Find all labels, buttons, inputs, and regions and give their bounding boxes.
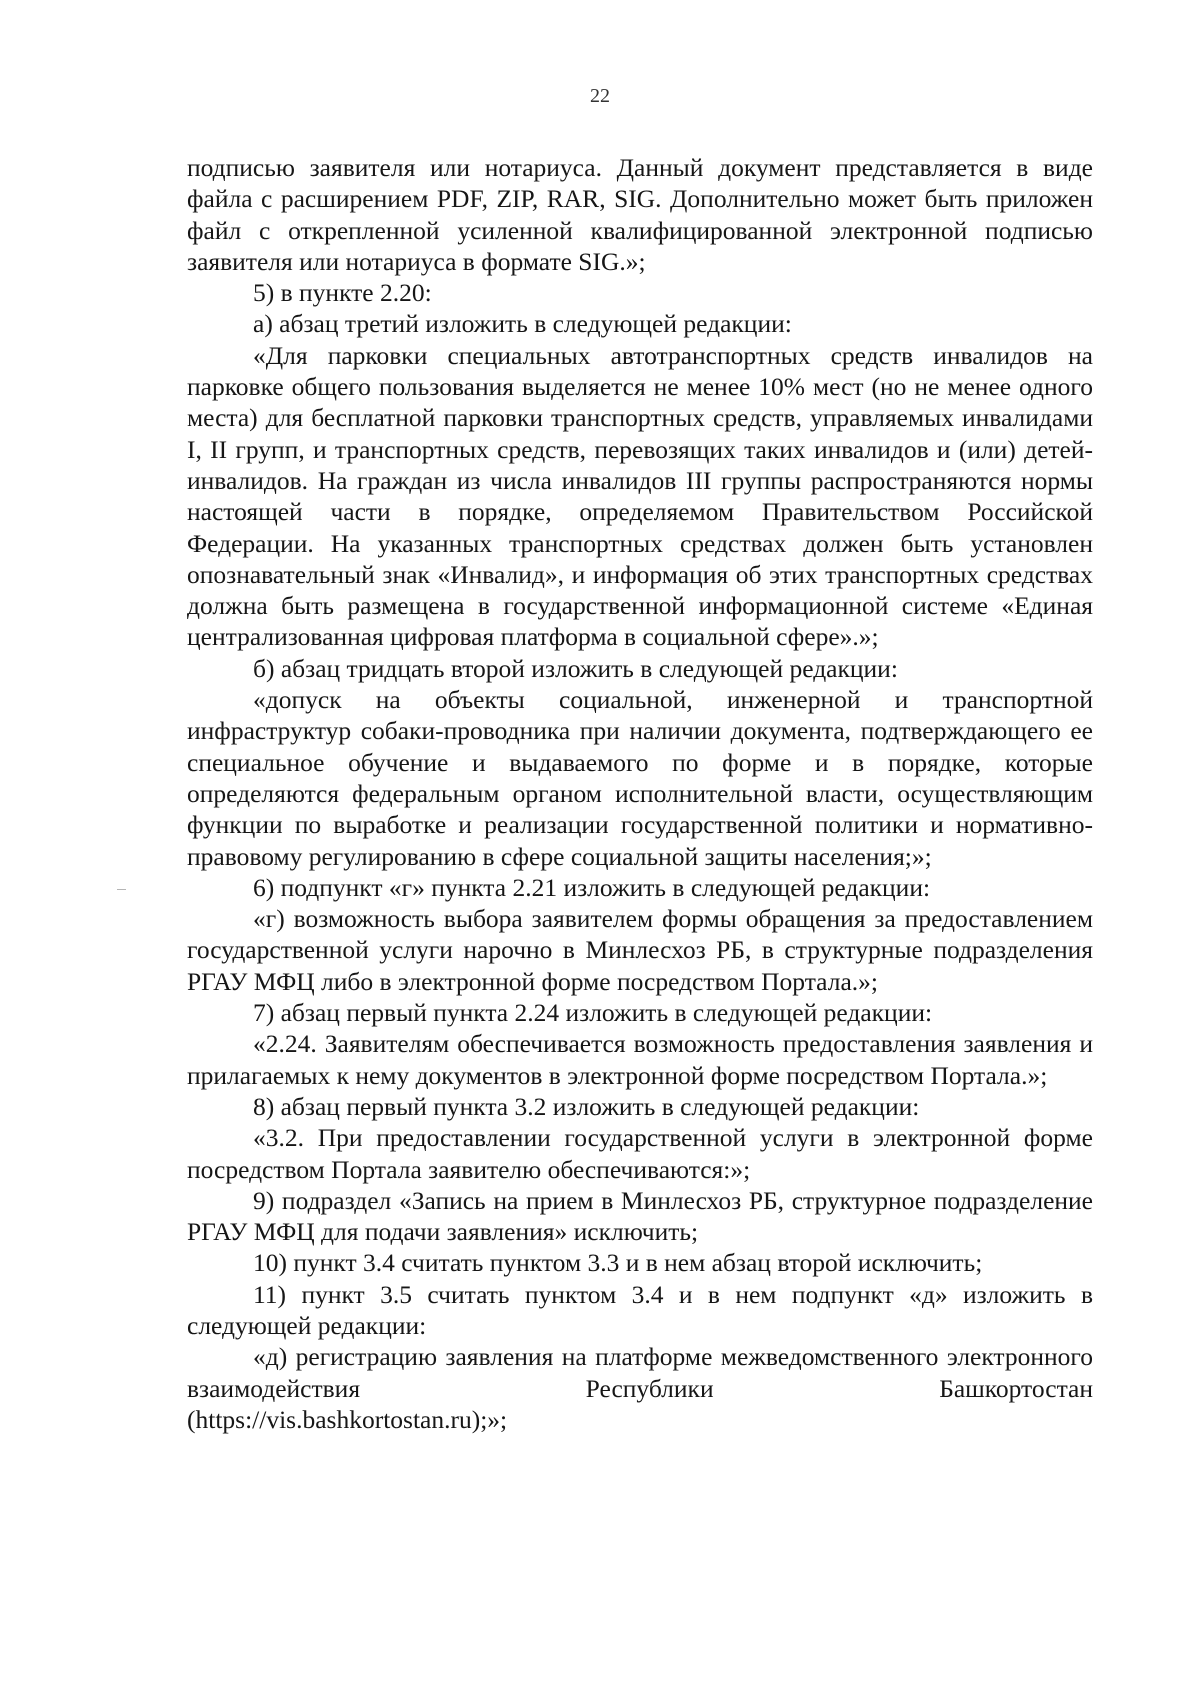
paragraph-item-9: 9) подраздел «Запись на прием в Минлесхоз РБ, структурное подразделение РГАУ МФЦ для подачи заявления» исключить; [187, 1185, 1093, 1247]
paragraph-item-6: 6) подпункт «г» пункта 2.21 изложить в следующей редакции: [253, 872, 931, 902]
paragraph-item-5: 5) в пункте 2.20: [253, 278, 432, 308]
paragraph-quote-subitem-d: «д) регистрацию заявления на платформе межведомственного электронного взаимодействия Республики Башкортостан [187, 1342, 1093, 1403]
paragraph-item-5b: б) абзац тридцать второй изложить в следующей редакции: [253, 653, 898, 683]
page-number: 22 [590, 85, 610, 107]
paragraph-item-11: 11) пункт 3.5 считать пунктом 3.4 и в нем подпункт «д» изложить в следующей редакции: [187, 1279, 1093, 1340]
paragraph-quote-3-2: «3.2. При предоставлении государственной услуги в электронной форме посредством Портала заявителю обеспечиваются:»; [187, 1123, 1093, 1184]
paragraph-quote-subitem-g: «г) возможность выбора заявителем формы обращения за предоставлением государственной услуги нарочно в Минлесхоз РБ, в структурные подразделения РГАУ МФЦ либо в электронной форме посредством Портала.»; [187, 904, 1093, 996]
paragraph-quote-guide-dog: «допуск на объекты социальной, инженерной и транспортной инфраструктур собаки-проводника при наличии документа, подтверждающего ее специальное обучение и выдаваемого по форме и в порядке, которые определяются федеральным органом исполнительной власти, осуществляющим функции по выработке и реализации государственной политики и нормативно-правовому регулированию в сфере социальной защиты населения;»; [187, 685, 1093, 871]
paragraph-item-5a: а) абзац третий изложить в следующей редакции: [253, 309, 792, 339]
paragraph-item-8: 8) абзац первый пункта 3.2 изложить в следующей редакции: [253, 1091, 920, 1121]
paragraph-quote-2-24: «2.24. Заявителям обеспечивается возможность предоставления заявления и прилагаемых к нему документов в электронной форме посредством Портала.»; [187, 1029, 1093, 1090]
paragraph-item-7: 7) абзац первый пункта 2.24 изложить в следующей редакции: [253, 998, 933, 1028]
paragraph-quote-parking: «Для парковки специальных автотранспортных средств инвалидов на парковке общего пользования выделяется не менее 10% мест (но не менее одного места) для бесплатной парковки транспортных средств, управляемых инвалидами I, II групп, и транспортных средств, перевозящих таких инвалидов и (или) детей-инвалидов. На граждан из числа инвалидов III группы распространяются нормы настоящей части в порядке, определяемом Правительством Российской Федерации. На указанных транспортных средствах должен быть установлен опознавательный знак «Инвалид», и информация об этих транспортных средствах должна быть размещена в государственной информационной системе «Единая централизованная цифровая платформа в социальной сфере».»; [187, 340, 1093, 652]
scan-artifact-mark [117, 889, 126, 890]
paragraph-continuation: подписью заявителя или нотариуса. Данный документ представляется в виде файла с расширением PDF, ZIP, RAR, SIG. Дополнительно может быть приложен файл с открепленной усиленной квалифицированной электронной подписью заявителя или нотариуса в формате SIG.»; [187, 153, 1093, 276]
document-body [187, 152, 1093, 1435]
paragraph-url-line: (https://vis.bashkortostan.ru);»; [187, 1404, 508, 1434]
paragraph-item-10: 10) пункт 3.4 считать пунктом 3.3 и в нем абзац второй исключить; [253, 1248, 983, 1278]
